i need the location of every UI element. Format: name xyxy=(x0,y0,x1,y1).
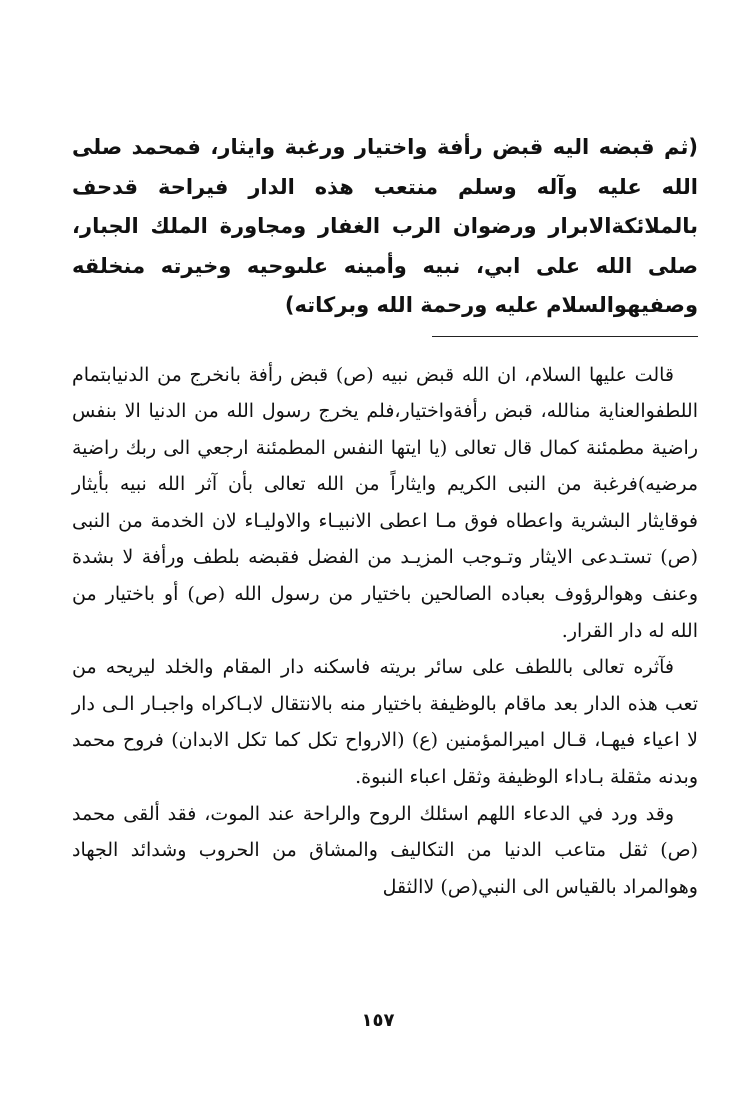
quoted-passage: (ثم قبضه اليه قبض رأفة واختيار ورغبة وايثار، فمحمد صلى الله عليه وآله وسلم منتعب هذه الدار فيراحة قدحف بالملائكةالابرار ورضوان الرب الغفار ومجاورة الملك الجبار، صلى الله على ابي، نبيه وأمينه علىوحيه وخيرته منخلقه وصفيهوالسلام عليه ورحمة الله وبركاته) xyxy=(72,135,698,317)
paragraph: قالت عليها السلام، ان الله قبض نبيه (ص) قبض رأفة بانخرج من الدنيابتمام اللطفوالعناية منالله، قبض رأفةواختيار،فلم يخرج رسول الله من الدنيا الا بنفس راضية مطمئنة كمال قال تعالى (يا ايتها النفس المطمئنة ارجعي الى ربك راضية مرضيه)فرغبة من النبى الكريم وايثاراً من الله تعالى بأن آثر الله نبيه بأيثار فوقايثار البشرية واعطاه فوق مـا اعطى الانبيـاء والاوليـاء لان الخدمة من النبى (ص) تستـدعى الايثار وتـوجب المزيـد من الفضل فقبضه بلطف ورأفة لا بشدة وعنف وهوالرؤوف بعباده الصالحين باختيار من رسول الله (ص) أو باختيار من الله له دار القرار. xyxy=(72,363,698,642)
paragraph: وقد ورد في الدعاء اللهم اسئلك الروح والراحة عند الموت، فقد ألقى محمد (ص) ثقل متاعب الدنيا من التكاليف والمشاق من الحروب وشدائد الجهاد وهوالمراد بالقياس الى النبي(ص) لاالثقل xyxy=(72,802,698,898)
commentary-body xyxy=(72,357,698,906)
section-divider xyxy=(432,336,698,337)
page-number: ١٥٧ xyxy=(361,1010,395,1031)
paragraph: فآثره تعالى باللطف على سائر بريته فاسكنه دار المقام والخلد ليريحه من تعب هذه الدار بعد ماقام بالوظيفة باختيار منه بالانتقال لابـاكراه واجبـار الـى دار لا اعياء فيهـا، قـال اميرالمؤمنين (ع) (الارواح تكل كما تكل الابدان) فروح محمد وبدنه مثقلة بـاداء الوظيفة وثقل اعباء النبوة. xyxy=(72,656,698,789)
